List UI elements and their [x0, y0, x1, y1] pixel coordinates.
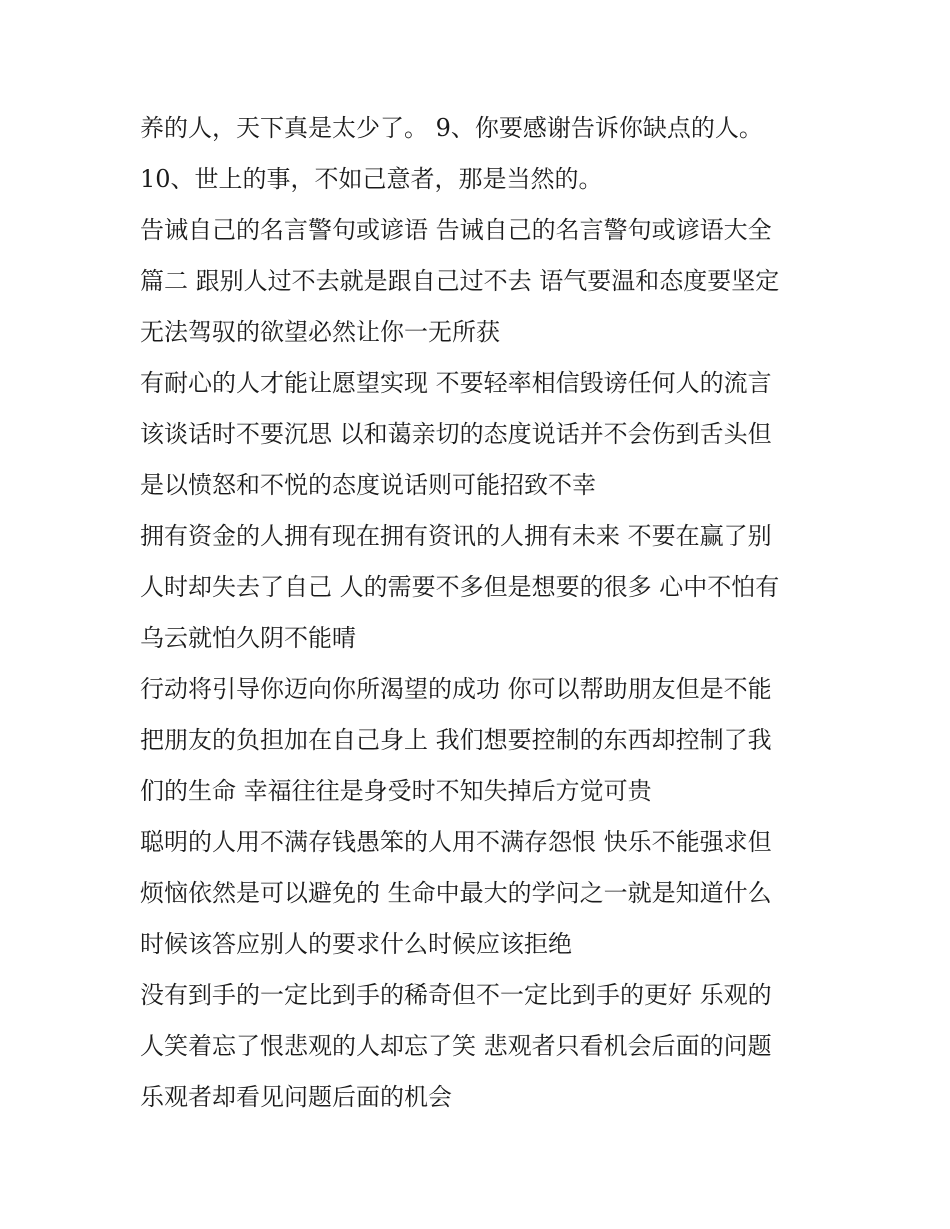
text-line: 聪明的人用不满存钱愚笨的人用不满存怨恨 快乐不能强求但	[140, 828, 772, 856]
text-line: 没有到手的一定比到手的稀奇但不一定比到手的更好 乐观的	[140, 981, 772, 1009]
text-line: 有耐心的人才能让愿望实现 不要轻率相信毁谤任何人的流言	[140, 369, 772, 397]
text-line: 拥有资金的人拥有现在拥有资讯的人拥有未来 不要在赢了别	[140, 522, 772, 550]
text-line: 人时却失去了自己 人的需要不多但是想要的很多 心中不怕有	[140, 573, 780, 601]
body-text	[140, 103, 820, 1123]
text-line: 人笑着忘了恨悲观的人却忘了笑 悲观者只看机会后面的问题	[140, 1032, 772, 1060]
text-line: 告诫自己的名言警句或谚语 告诫自己的名言警句或谚语大全	[140, 216, 772, 244]
text-line: 10、世上的事，不如己意者，那是当然的。	[140, 165, 603, 193]
text-line: 该谈话时不要沉思 以和蔼亲切的态度说话并不会伤到舌头但	[140, 420, 772, 448]
text-line: 乌云就怕久阴不能晴	[140, 624, 356, 652]
text-line: 无法驾驭的欲望必然让你一无所获	[140, 318, 500, 346]
text-line: 时候该答应别人的要求什么时候应该拒绝	[140, 930, 572, 958]
text-line: 乐观者却看见问题后面的机会	[140, 1083, 452, 1111]
text-line: 篇二 跟别人过不去就是跟自己过不去 语气要温和态度要坚定	[140, 267, 780, 295]
text-line: 烦恼依然是可以避免的 生命中最大的学问之一就是知道什么	[140, 879, 772, 907]
text-line: 行动将引导你迈向你所渴望的成功 你可以帮助朋友但是不能	[140, 675, 772, 703]
text-line: 们的生命 幸福往往是身受时不知失掉后方觉可贵	[140, 777, 652, 805]
text-line: 是以愤怒和不悦的态度说话则可能招致不幸	[140, 471, 596, 499]
text-line: 养的人，天下真是太少了。 9、你要感谢告诉你缺点的人。	[140, 114, 763, 142]
text-line: 把朋友的负担加在自己身上 我们想要控制的东西却控制了我	[140, 726, 772, 754]
